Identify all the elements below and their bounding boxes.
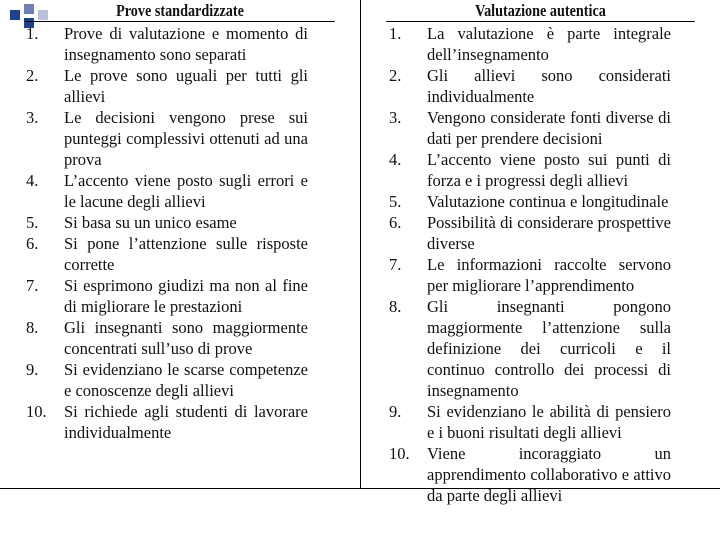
item-number: 3. — [26, 108, 39, 127]
list-item — [26, 359, 308, 401]
item-text: Le prove sono uguali per tutti gli allievi — [64, 66, 308, 106]
item-text: Le informazioni raccolte servono per migliorare l’apprendimento — [427, 255, 671, 295]
item-number: 10. — [26, 402, 47, 421]
list-item — [389, 443, 671, 506]
item-number: 5. — [26, 213, 39, 232]
list-item — [389, 212, 671, 254]
list-item — [389, 296, 671, 401]
authentic-assessment-list — [389, 23, 671, 506]
item-text: Prove di valutazione e momento di insegnamento sono separati — [64, 24, 308, 64]
item-text: Valutazione continua e longitudinale — [427, 192, 669, 211]
list-item — [389, 107, 671, 149]
item-text: Gli insegnanti pongono maggiormente l’attenzione sulla definizione dei curricoli e il continuo controllo dei processi di insegnamento — [427, 297, 671, 400]
item-number: 8. — [389, 297, 402, 316]
item-number: 6. — [26, 234, 39, 253]
list-item — [26, 212, 308, 233]
item-number: 9. — [26, 360, 39, 379]
item-number: 1. — [26, 24, 39, 43]
item-text: Vengono considerate fonti diverse di dati per prendere decisioni — [427, 108, 671, 148]
list-item — [26, 401, 308, 443]
list-item — [26, 65, 308, 107]
list-item — [389, 65, 671, 107]
list-item — [26, 107, 308, 170]
list-item — [26, 170, 308, 212]
list-item — [389, 401, 671, 443]
item-text: Si evidenziano le scarse competenze e conoscenze degli allievi — [64, 360, 308, 400]
column-header-standardized: Prove standardizzate — [25, 0, 335, 22]
list-item — [389, 149, 671, 191]
standardized-tests-list — [26, 23, 308, 443]
item-number: 10. — [389, 444, 410, 463]
item-text: Le decisioni vengono prese sui punteggi complessivi ottenuti ad una prova — [64, 108, 308, 169]
item-text: L’accento viene posto sui punti di forza e i progressi degli allievi — [427, 150, 671, 190]
column-standardized-tests — [0, 0, 360, 489]
list-item — [389, 254, 671, 296]
item-text: Si richiede agli studenti di lavorare individualmente — [64, 402, 308, 442]
item-number: 2. — [389, 66, 402, 85]
item-number: 3. — [389, 108, 402, 127]
list-item — [26, 23, 308, 65]
list-item — [26, 233, 308, 275]
item-number: 7. — [389, 255, 402, 274]
list-item — [389, 23, 671, 65]
item-number: 2. — [26, 66, 39, 85]
item-text: Possibilità di considerare prospettive diverse — [427, 213, 671, 253]
item-text: Gli insegnanti sono maggiormente concentrati sull’uso di prove — [64, 318, 308, 358]
item-number: 4. — [26, 171, 39, 190]
list-item — [26, 317, 308, 359]
column-header-authentic: Valutazione autentica — [386, 0, 695, 22]
item-text: Si evidenziano le abilità di pensiero e i buoni risultati degli allievi — [427, 402, 671, 442]
list-item — [389, 191, 671, 212]
item-text: Viene incoraggiato un apprendimento collaborativo e attivo da parte degli allievi — [427, 444, 671, 505]
item-text: Gli allievi sono considerati individualmente — [427, 66, 671, 106]
item-text: Si esprimono giudizi ma non al fine di migliorare le prestazioni — [64, 276, 308, 316]
item-number: 6. — [389, 213, 402, 232]
item-number: 1. — [389, 24, 402, 43]
item-number: 4. — [389, 150, 402, 169]
item-text: Si pone l’attenzione sulle risposte corrette — [64, 234, 308, 274]
item-number: 9. — [389, 402, 402, 421]
item-number: 5. — [389, 192, 402, 211]
item-text: L’accento viene posto sugli errori e le lacune degli allievi — [64, 171, 308, 211]
item-text: La valutazione è parte integrale dell’insegnamento — [427, 24, 671, 64]
item-number: 8. — [26, 318, 39, 337]
column-authentic-assessment — [360, 0, 720, 505]
item-text: Si basa su un unico esame — [64, 213, 237, 232]
list-item — [26, 275, 308, 317]
item-number: 7. — [26, 276, 39, 295]
